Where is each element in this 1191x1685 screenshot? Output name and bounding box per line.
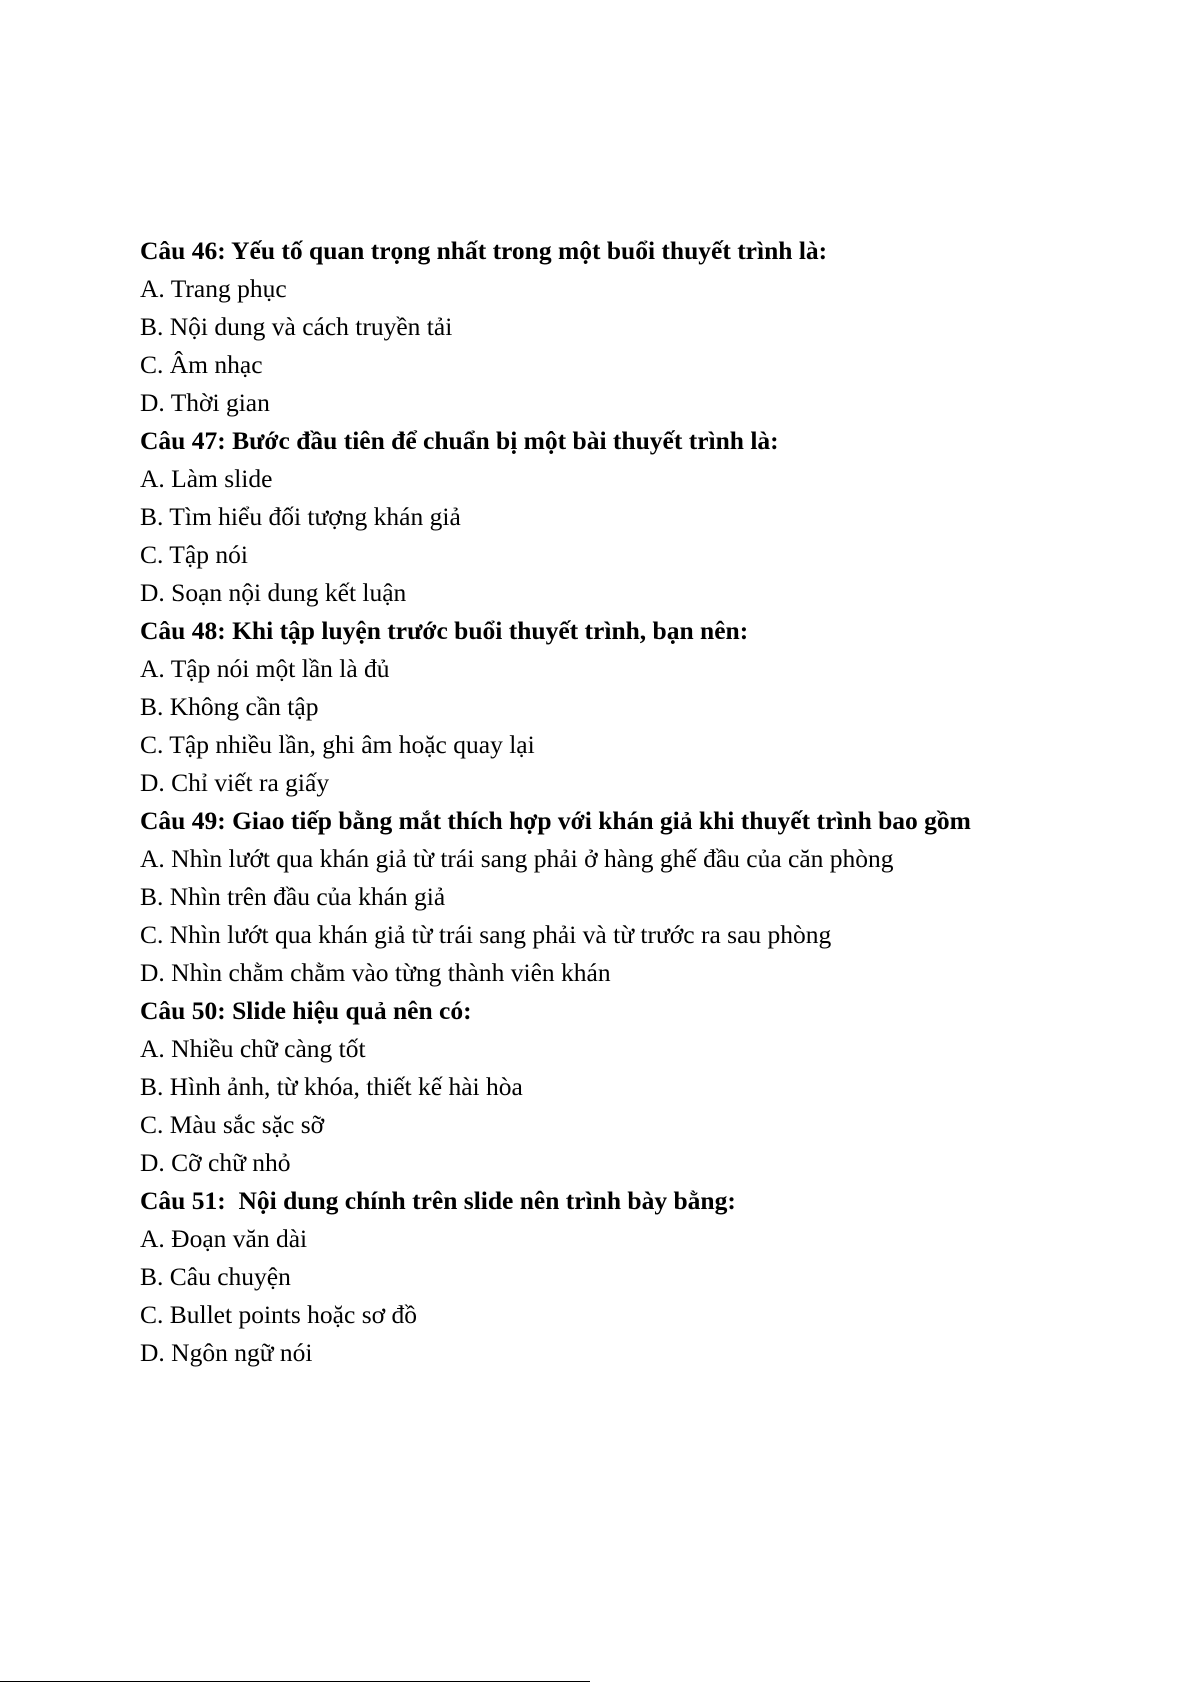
option-a: A. Tập nói một lần là đủ: [140, 654, 390, 683]
option-b: B. Nội dung và cách truyền tải: [140, 312, 453, 341]
option-b: B. Không cần tập: [140, 692, 319, 721]
question-title: Câu 50: Slide hiệu quả nên có:: [140, 996, 472, 1025]
question-49: [140, 802, 1150, 992]
question-51: [140, 1182, 1150, 1372]
question-47: [140, 422, 1150, 612]
question-title: Câu 51: Nội dung chính trên slide nên trình bày bằng:: [140, 1186, 736, 1215]
question-50: [140, 992, 1150, 1182]
option-b: B. Hình ảnh, từ khóa, thiết kế hài hòa: [140, 1072, 523, 1101]
question-title: Câu 49: Giao tiếp bằng mắt thích hợp với khán giả khi thuyết trình bao gồm: [140, 806, 971, 835]
question-title: Câu 46: Yếu tố quan trọng nhất trong một buổi thuyết trình là:: [140, 236, 828, 265]
document-page: [140, 232, 1150, 1372]
option-a: A. Làm slide: [140, 464, 273, 493]
option-d: D. Nhìn chằm chằm vào từng thành viên khán: [140, 958, 611, 987]
question-46: [140, 232, 1150, 422]
option-a: A. Nhìn lướt qua khán giả từ trái sang phải ở hàng ghế đầu của căn phòng: [140, 844, 894, 873]
option-a: A. Nhiều chữ càng tốt: [140, 1034, 366, 1063]
question-title: Câu 48: Khi tập luyện trước buổi thuyết trình, bạn nên:: [140, 616, 749, 645]
option-c: C. Tập nói: [140, 540, 248, 569]
option-c: C. Bullet points hoặc sơ đồ: [140, 1300, 417, 1329]
option-a: A. Đoạn văn dài: [140, 1224, 308, 1253]
footer-divider: [0, 1681, 590, 1682]
option-d: D. Ngôn ngữ nói: [140, 1338, 313, 1367]
question-48: [140, 612, 1150, 802]
option-b: B. Tìm hiểu đối tượng khán giả: [140, 502, 461, 531]
option-d: D. Thời gian: [140, 388, 270, 417]
option-c: C. Nhìn lướt qua khán giả từ trái sang phải và từ trước ra sau phòng: [140, 920, 832, 949]
option-c: C. Tập nhiều lần, ghi âm hoặc quay lại: [140, 730, 535, 759]
option-d: D. Cỡ chữ nhỏ: [140, 1148, 291, 1177]
question-title: Câu 47: Bước đầu tiên để chuẩn bị một bài thuyết trình là:: [140, 426, 779, 455]
option-d: D. Soạn nội dung kết luận: [140, 578, 407, 607]
option-d: D. Chỉ viết ra giấy: [140, 768, 330, 797]
option-c: C. Màu sắc sặc sỡ: [140, 1110, 325, 1139]
option-b: B. Câu chuyện: [140, 1262, 291, 1291]
option-c: C. Âm nhạc: [140, 350, 263, 379]
option-a: A. Trang phục: [140, 274, 287, 303]
option-b: B. Nhìn trên đầu của khán giả: [140, 882, 446, 911]
